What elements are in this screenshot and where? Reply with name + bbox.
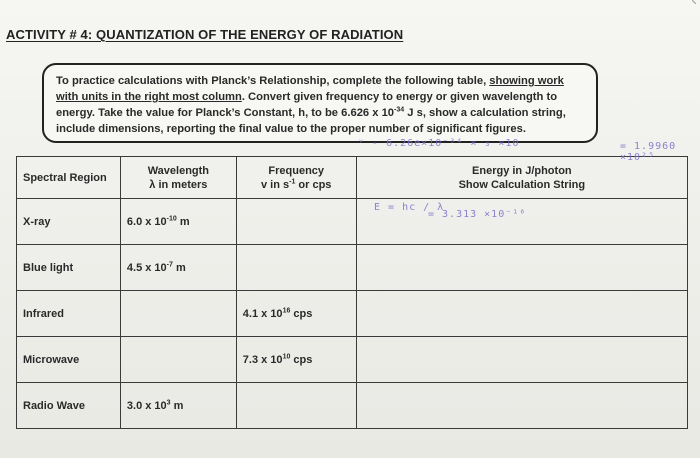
header-frequency-exponent: -1 bbox=[289, 177, 296, 185]
instructions-emphasis-1: showing work bbox=[489, 75, 564, 87]
header-energy-line2: Show Calculation String bbox=[458, 178, 586, 191]
instructions-emphasis-2: with units in the right most column bbox=[56, 91, 242, 103]
handwritten-note: = 1.9960 ×10²⁵ bbox=[620, 141, 677, 163]
wavelength-value: 6.0 x 10 bbox=[126, 215, 167, 228]
cell-frequency[interactable] bbox=[236, 199, 356, 245]
table-header-row bbox=[17, 157, 688, 199]
header-wavelength-line1: Wavelength bbox=[147, 164, 210, 177]
header-frequency-line2a: v in s bbox=[261, 178, 290, 191]
cell-wavelength[interactable] bbox=[120, 337, 236, 383]
wavelength-unit: m bbox=[172, 261, 186, 274]
cell-energy[interactable] bbox=[356, 337, 687, 383]
table-row bbox=[17, 383, 688, 429]
frequency-value: 4.1 x 10 bbox=[242, 307, 283, 320]
cell-frequency[interactable] bbox=[236, 245, 356, 291]
frequency-exponent: 16 bbox=[282, 306, 291, 314]
cell-frequency[interactable] bbox=[236, 291, 356, 337]
cell-wavelength[interactable] bbox=[120, 245, 236, 291]
instructions-line4: include dimensions, reporting the final value to the proper number of significant figures. bbox=[56, 123, 526, 135]
header-energy-line1: Energy in J/photon bbox=[472, 164, 572, 177]
header-wavelength bbox=[120, 157, 236, 199]
wavelength-unit: m bbox=[176, 215, 190, 228]
table-row bbox=[17, 245, 688, 291]
page-title: ACTIVITY # 4: QUANTIZATION OF THE ENERGY OF RADIATION bbox=[6, 27, 404, 42]
handwritten-note: E = hc / λ bbox=[374, 202, 445, 213]
cell-frequency[interactable] bbox=[236, 337, 356, 383]
instructions-line3a: energy. Take the value for Planck’s Constant, h, to be 6.626 x 10 bbox=[56, 107, 395, 119]
wavelength-value: 4.5 x 10 bbox=[126, 261, 167, 274]
frequency-value: 7.3 x 10 bbox=[242, 353, 283, 366]
wavelength-exponent: -7 bbox=[166, 260, 173, 268]
cell-energy[interactable] bbox=[356, 291, 687, 337]
header-frequency-line2b: or cps bbox=[295, 178, 332, 191]
cell-energy[interactable] bbox=[356, 383, 687, 429]
cell-energy[interactable] bbox=[356, 245, 687, 291]
instructions-line2: . Convert given frequency to energy or given wavelength to bbox=[241, 91, 558, 103]
planck-table bbox=[16, 156, 688, 429]
table-row bbox=[17, 199, 688, 245]
wavelength-unit: m bbox=[170, 399, 184, 412]
instructions-line3b: J s, show a calculation string, bbox=[404, 107, 566, 119]
instructions-box bbox=[42, 63, 598, 143]
instructions-line1: To practice calculations with Planck’s Relationship, complete the following table, bbox=[56, 75, 490, 87]
wavelength-exponent: -10 bbox=[166, 214, 177, 222]
header-spectral-region: Spectral Region bbox=[17, 157, 121, 199]
cell-region: Microwave bbox=[17, 337, 121, 383]
cell-region: X-ray bbox=[17, 199, 121, 245]
handwritten-note: ᵛ - 6.26e×10⁻³⁴ × ₃ ×10 bbox=[358, 138, 520, 149]
cell-wavelength[interactable] bbox=[120, 291, 236, 337]
cell-wavelength[interactable] bbox=[120, 199, 236, 245]
header-frequency bbox=[236, 157, 356, 199]
table-row bbox=[17, 291, 688, 337]
handwritten-note: = 3.313 ×10⁻¹⁶ bbox=[428, 209, 527, 220]
header-frequency-line1: Frequency bbox=[268, 164, 325, 177]
cell-region: Radio Wave bbox=[17, 383, 121, 429]
table-row bbox=[17, 337, 688, 383]
frequency-unit: cps bbox=[290, 307, 313, 320]
wavelength-exponent: 3 bbox=[166, 398, 171, 406]
corner-mark-icon bbox=[692, 0, 696, 4]
cell-region: Blue light bbox=[17, 245, 121, 291]
frequency-unit: cps bbox=[290, 353, 313, 366]
header-wavelength-line2: λ in meters bbox=[149, 178, 208, 191]
frequency-exponent: 10 bbox=[282, 352, 291, 360]
cell-wavelength[interactable] bbox=[120, 383, 236, 429]
cell-region: Infrared bbox=[17, 291, 121, 337]
planck-exponent: -34 bbox=[394, 106, 405, 114]
wavelength-value: 3.0 x 10 bbox=[126, 399, 167, 412]
cell-frequency[interactable] bbox=[236, 383, 356, 429]
